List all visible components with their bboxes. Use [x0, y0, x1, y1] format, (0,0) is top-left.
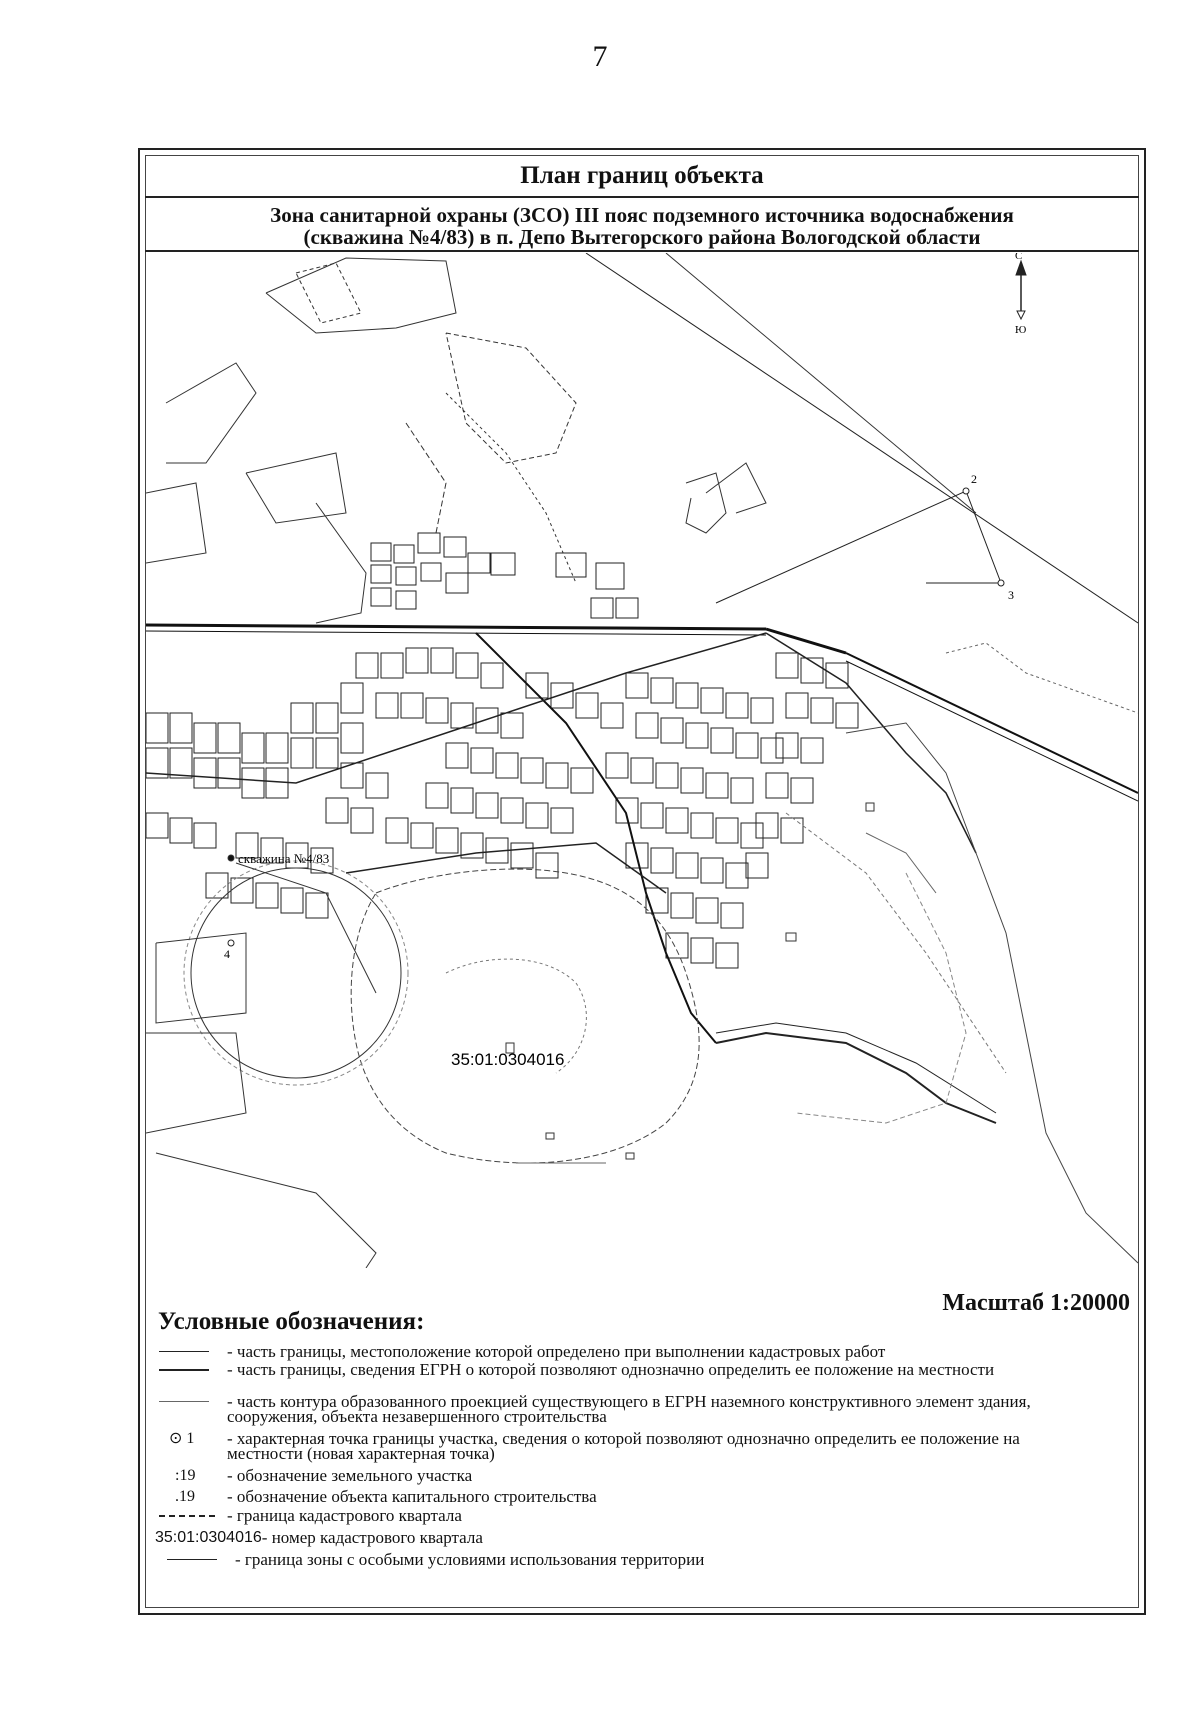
legend-item: - граница кадастрового квартала: [155, 1508, 1087, 1524]
point-label-2: 2: [971, 472, 977, 486]
map-scale: Масштаб 1:20000: [942, 1290, 1130, 1316]
legend-item: :19 - обозначение земельного участка: [155, 1468, 1087, 1484]
legend-item: - граница зоны с особыми условиями использования территории: [155, 1552, 1095, 1568]
legend-dash-symbol: [155, 1508, 227, 1524]
legend-item: - часть границы, сведения ЕГРН о которой позволяют однозначно определить ее положение на местности: [155, 1362, 1087, 1378]
zso-circle: [191, 868, 401, 1078]
page-number: 7: [592, 40, 608, 73]
legend-line-symbol: [155, 1394, 227, 1410]
south-label: Ю: [1015, 324, 1027, 336]
legend-item: ⊙ 1 - характерная точка границы участка, сведения о которой позволяют однозначно определить ее положение на местности (новая характерная точка): [155, 1431, 1087, 1461]
well-label: скважина №4/83: [238, 851, 330, 866]
well-marker: [228, 855, 234, 861]
railway-line: [146, 625, 766, 629]
legend-land-symbol: :19: [175, 1467, 196, 1484]
north-label: С: [1015, 253, 1023, 262]
north-arrow-icon: [1016, 261, 1026, 319]
plan-title: План границ объекта: [145, 155, 1139, 198]
point-label-3: 3: [1008, 588, 1014, 602]
point-label-4: 4: [224, 947, 230, 961]
legend-title: Условные обозначения:: [158, 1308, 425, 1335]
cadastral-map: [146, 253, 1138, 1268]
subtitle-line-2: (скважина №4/83) в п. Депо Вытегорского района Вологодской области: [303, 225, 981, 249]
legend-line-symbol: [155, 1552, 235, 1568]
legend-line-symbol: [155, 1362, 227, 1378]
legend-item: - часть границы, местоположение которой определено при выполнении кадастровых работ: [155, 1344, 1087, 1360]
legend-line-symbol: [155, 1344, 227, 1360]
cadastral-block-label: 35:01:0304016: [451, 1050, 565, 1069]
diagonal-boundary-line: [586, 253, 1138, 623]
legend-cadastral-symbol: 35:01:0304016: [155, 1529, 262, 1546]
legend-item: .19 - обозначение объекта капитального строительства: [155, 1489, 1087, 1505]
main-road: [476, 633, 716, 1043]
legend-item: - часть контура образованного проекцией существующего в ЕГРН наземного конструктивного элемент здания, сооружения, объекта незавершенного строительства: [155, 1394, 1087, 1424]
legend-building-symbol: .19: [175, 1488, 195, 1505]
town-parcels: [146, 648, 858, 968]
subtitle-line-1: Зона санитарной охраны (ЗСО) III пояс подземного источника водоснабжения: [270, 203, 1014, 227]
legend-item: 35:01:0304016 - номер кадастрового квартала: [155, 1528, 483, 1547]
legend-point-symbol: ⊙ 1: [169, 1430, 195, 1447]
plan-subtitle: [145, 200, 1139, 252]
road-south-east: [716, 1033, 996, 1123]
